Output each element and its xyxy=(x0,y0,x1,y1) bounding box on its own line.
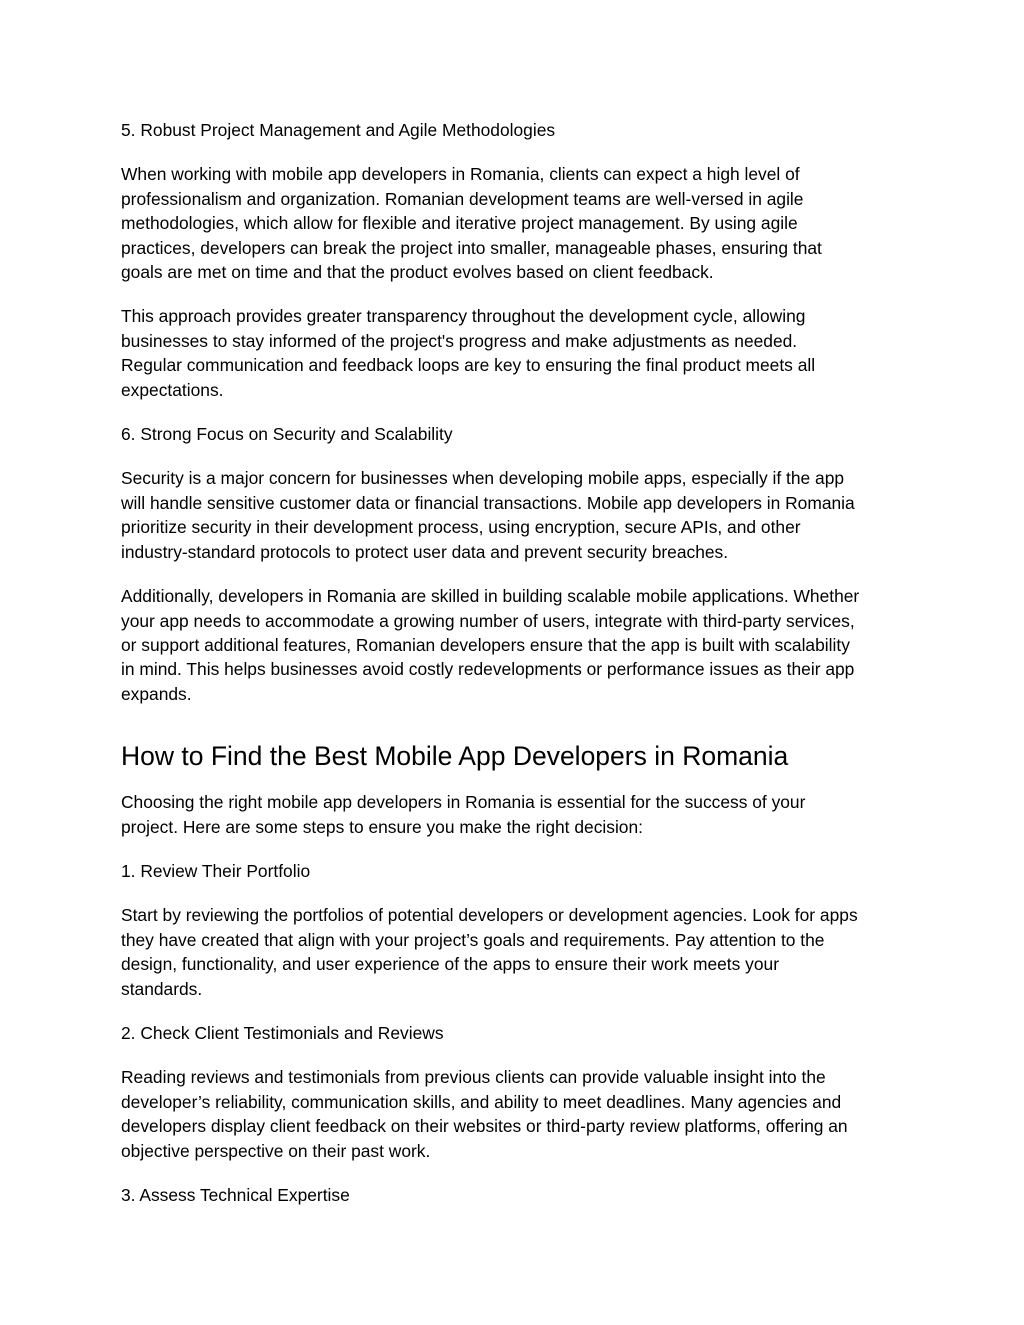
text-line: standards. xyxy=(121,978,203,999)
text-line: Security is a major concern for businesses when developing mobile apps, especially if the app xyxy=(121,468,845,489)
text-line: Reading reviews and testimonials from previous clients can provide valuable insight into the xyxy=(121,1067,826,1088)
text-line: This approach provides greater transparency throughout the development cycle, allowing xyxy=(121,306,806,327)
text-line: expectations. xyxy=(121,379,224,400)
text-line: design, functionality, and user experience of the apps to ensure their work meets your xyxy=(121,954,779,975)
text-line: Start by reviewing the portfolios of potential developers or development agencies. Look for apps xyxy=(121,905,858,926)
text-line: in mind. This helps businesses avoid costly redevelopments or performance issues as their app xyxy=(121,659,855,680)
text-line: When working with mobile app developers in Romania, clients can expect a high level of xyxy=(121,164,800,185)
step-1-paragraph xyxy=(121,903,911,1001)
section-6-paragraph-1 xyxy=(121,466,911,564)
text-line: Additionally, developers in Romania are skilled in building scalable mobile applications. Whether xyxy=(121,586,860,607)
text-line: prioritize security in their development process, using encryption, secure APIs, and other xyxy=(121,517,801,538)
section-5-paragraph-1 xyxy=(121,162,911,284)
step-2-heading: 2. Check Client Testimonials and Reviews xyxy=(121,1022,444,1043)
section-6-paragraph-2 xyxy=(121,584,911,706)
text-line: developers display client feedback on their websites or third-party review platforms, offering an xyxy=(121,1116,848,1137)
step-3-heading: 3. Assess Technical Expertise xyxy=(121,1185,350,1205)
text-line: Choosing the right mobile app developers in Romania is essential for the success of your xyxy=(121,792,806,813)
text-line: will handle sensitive customer data or financial transactions. Mobile app developers in Romania xyxy=(121,492,855,513)
text-line: they have created that align with your project’s goals and requirements. Pay attention to the xyxy=(121,929,825,950)
text-line: objective perspective on their past work. xyxy=(121,1140,431,1161)
text-line: goals are met on time and that the product evolves based on client feedback. xyxy=(121,262,714,283)
text-line: or support additional features, Romanian developers ensure that the app is built with scalability xyxy=(121,634,850,655)
text-line: developer’s reliability, communication skills, and ability to meet deadlines. Many agencies and xyxy=(121,1091,842,1112)
section-title: How to Find the Best Mobile App Developers in Romania xyxy=(121,741,789,772)
text-line: project. Here are some steps to ensure you make the right decision: xyxy=(121,816,643,837)
section-6-heading: 6. Strong Focus on Security and Scalability xyxy=(121,424,453,445)
step-1-heading: 1. Review Their Portfolio xyxy=(121,860,311,881)
text-line: methodologies, which allow for flexible and iterative project management. By using agile xyxy=(121,213,798,234)
text-line: your app needs to accommodate a growing number of users, integrate with third-party services, xyxy=(121,610,855,631)
text-line: expands. xyxy=(121,683,192,704)
section-5-paragraph-2 xyxy=(121,304,911,402)
text-line: Regular communication and feedback loops are key to ensuring the final product meets all xyxy=(121,355,816,376)
step-2-paragraph xyxy=(121,1065,911,1163)
text-line: professionalism and organization. Romanian development teams are well-versed in agile xyxy=(121,188,804,209)
intro-paragraph xyxy=(121,790,911,839)
text-line: practices, developers can break the project into smaller, manageable phases, ensuring that xyxy=(121,237,822,258)
section-5-heading: 5. Robust Project Management and Agile Methodologies xyxy=(121,120,556,140)
text-line: businesses to stay informed of the project's progress and make adjustments as needed. xyxy=(121,330,798,351)
document-page xyxy=(121,118,911,1227)
text-line: industry-standard protocols to protect user data and prevent security breaches. xyxy=(121,541,729,562)
